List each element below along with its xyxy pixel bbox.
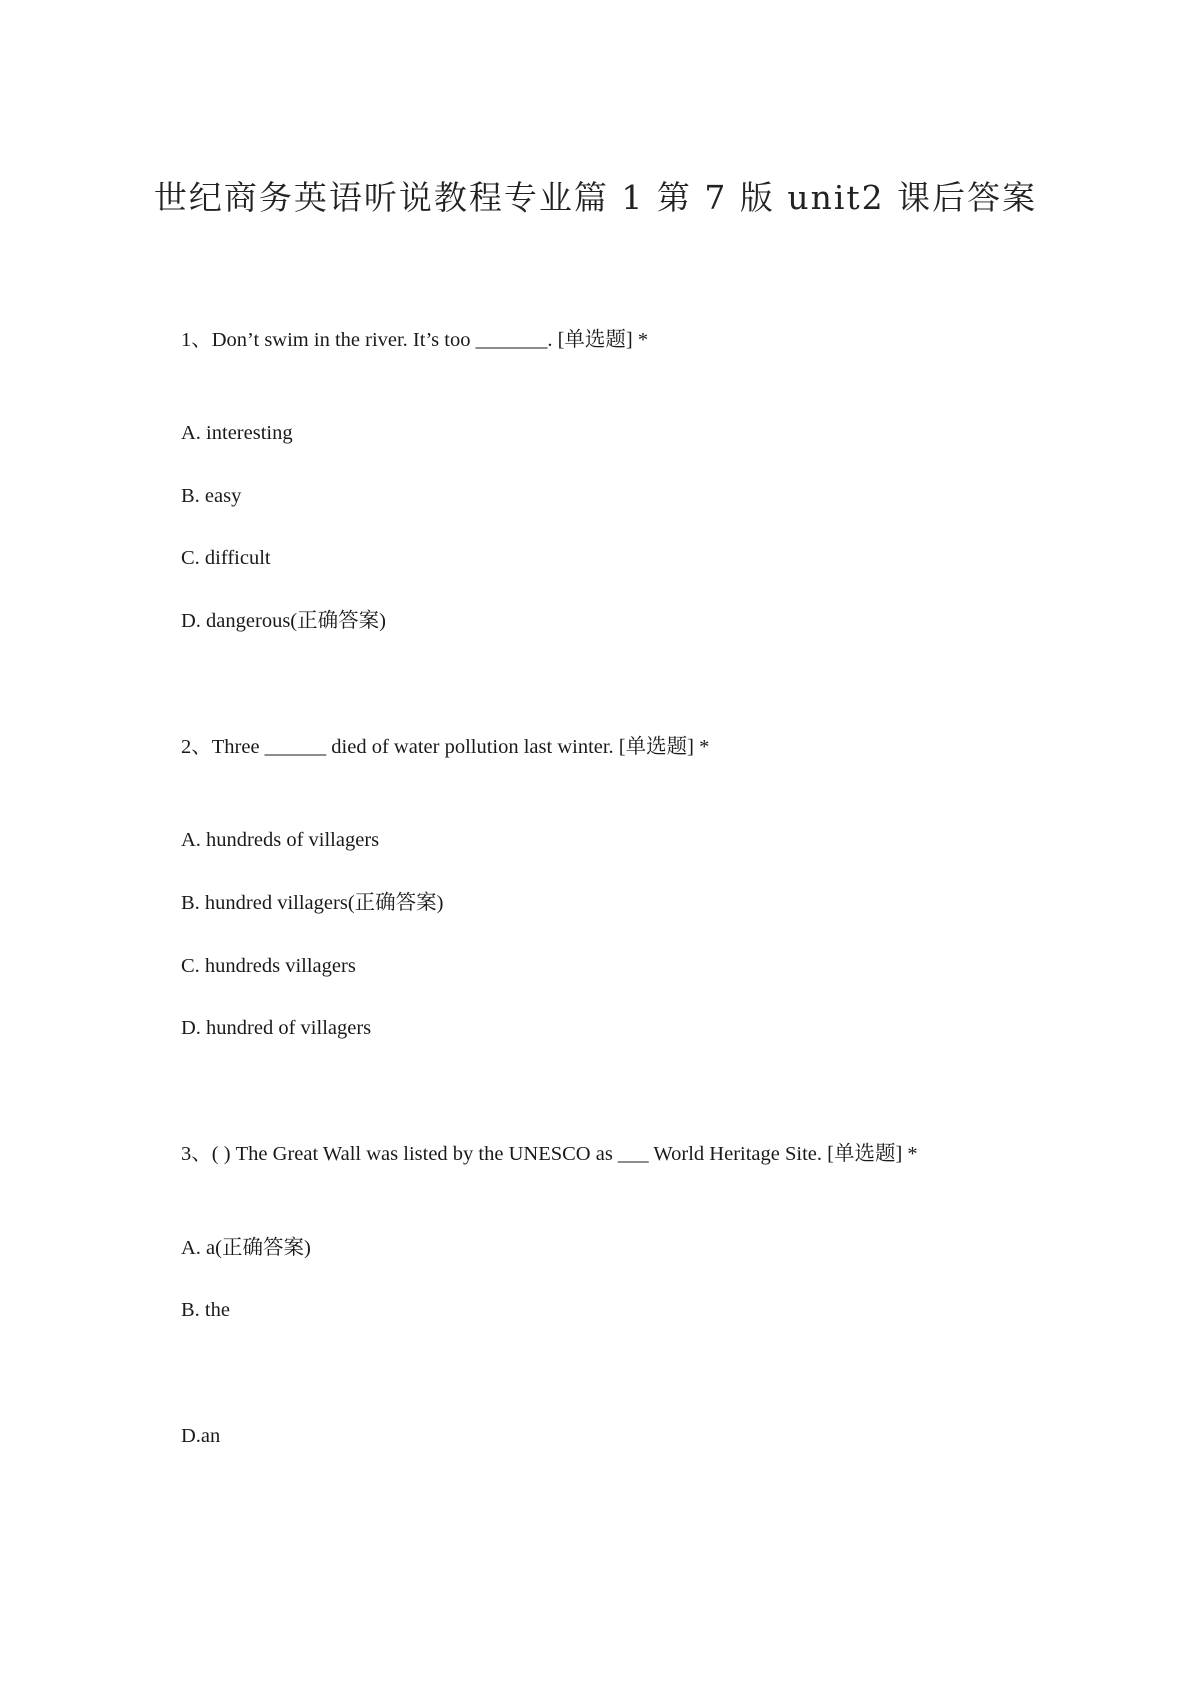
question-2-option-a: A. hundreds of villagers: [181, 829, 380, 851]
question-1-option-a: A. interesting: [181, 422, 293, 444]
question-1-stem: 1、Don’t swim in the river. It’s too _______. [单选题] *: [181, 329, 649, 351]
question-3-option-d: D.an: [181, 1425, 221, 1447]
question-2-option-c: C. hundreds villagers: [181, 955, 356, 977]
question-3-option-b: B. the: [181, 1299, 230, 1321]
question-1-option-c: C. difficult: [181, 547, 271, 569]
question-2-stem: 2、Three ______ died of water pollution last winter. [单选题] *: [181, 736, 710, 758]
question-2-option-d: D. hundred of villagers: [181, 1017, 372, 1039]
question-2-option-b: B. hundred villagers(正确答案): [181, 892, 444, 914]
question-1-option-b: B. easy: [181, 485, 242, 507]
question-3-option-a: A. a(正确答案): [181, 1237, 311, 1259]
question-3-stem: 3、( ) The Great Wall was listed by the UNESCO as ___ World Heritage Site. [单选题] *: [181, 1143, 918, 1165]
page-title: 世纪商务英语听说教程专业篇 1 第 7 版 unit2 课后答案: [153, 178, 1038, 217]
question-1-option-d: D. dangerous(正确答案): [181, 610, 386, 632]
